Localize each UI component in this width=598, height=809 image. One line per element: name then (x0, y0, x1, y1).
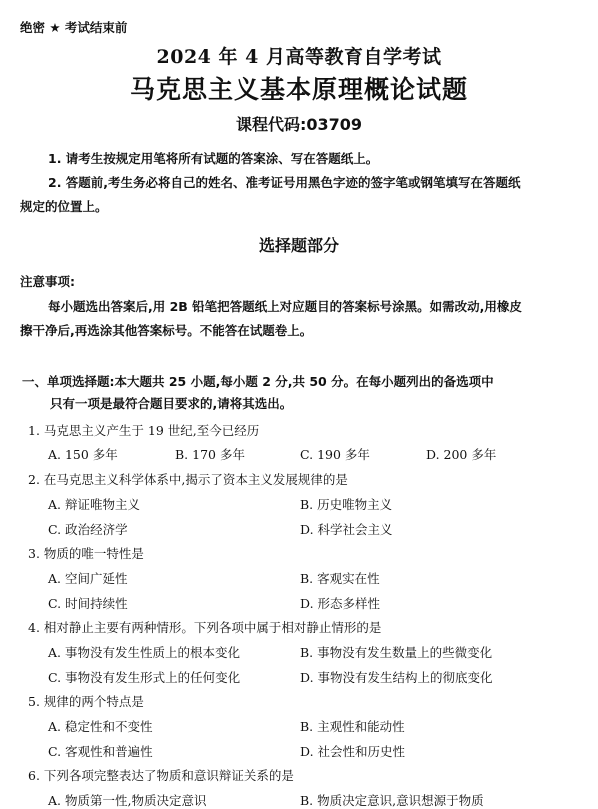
part-one-header-line2: 只有一项是最符合题目要求的,请将其选出。 (50, 396, 293, 411)
part-one-header: 一、单项选择题:本大题共 25 小题,每小题 2 分,共 50 分。在每小题列出的备选项中 (22, 374, 494, 389)
question-5-option-b: B. 主观性和能动性 (300, 719, 405, 734)
notice-2: 2. 答题前,考生务必将自己的姓名、准考证号用黑色字迹的签字笔或钢笔填写在答题纸 (48, 175, 521, 190)
question-6-option-a: A. 物质第一性,物质决定意识 (48, 793, 207, 808)
question-3-option-b: B. 客观实在性 (300, 571, 380, 586)
course-code: 课程代码:03709 (235, 115, 363, 134)
question-1-option-c: C. 190 多年 (300, 447, 370, 462)
question-4-option-d: D. 事物没有发生结构上的彻底变化 (300, 670, 493, 685)
question-4-option-a: A. 事物没有发生性质上的根本变化 (48, 645, 240, 660)
attention-line-2: 擦干净后,再选涂其他答案标号。不能答在试题卷上。 (20, 323, 313, 338)
question-4-stem: 4. 相对静止主要有两种情形。下列各项中属于相对静止情形的是 (28, 620, 382, 635)
question-5-option-a: A. 稳定性和不变性 (48, 719, 153, 734)
question-5-option-d: D. 社会性和历史性 (300, 744, 406, 759)
question-6-option-b: B. 物质决定意识,意识想源于物质 (300, 793, 484, 808)
question-5-stem: 5. 规律的两个特点是 (28, 694, 144, 709)
question-1-option-d: D. 200 多年 (426, 447, 497, 462)
exam-title: 马克思主义基本原理概论试题 (129, 75, 468, 104)
question-2-option-d: D. 科学社会主义 (300, 522, 393, 537)
question-3-stem: 3. 物质的唯一特性是 (28, 546, 144, 561)
question-2-option-c: C. 政治经济学 (48, 522, 128, 537)
attention-title: 注意事项: (20, 274, 75, 289)
question-1-stem: 1. 马克思主义产生于 19 世纪,至今已经历 (28, 423, 260, 438)
question-3-option-c: C. 时间持续性 (48, 596, 128, 611)
section-title: 选择题部分 (258, 236, 339, 255)
question-1-option-b: B. 170 多年 (175, 447, 245, 462)
exam-year-heading: 2024 年 4 月高等教育自学考试 (156, 46, 442, 68)
question-4-option-c: C. 事物没有发生形式上的任何变化 (48, 670, 241, 685)
question-3-option-d: D. 形态多样性 (300, 596, 381, 611)
notice-1: 1. 请考生按规定用笔将所有试题的答案涂、写在答题纸上。 (48, 151, 379, 166)
question-6-stem: 6. 下列各项完整表达了物质和意识辩证关系的是 (28, 768, 294, 783)
attention-line-1: 每小题选出答案后,用 2B 铅笔把答题纸上对应题目的答案标号涂黑。如需改动,用橡皮 (48, 299, 522, 314)
question-5-option-c: C. 客观性和普遍性 (48, 744, 153, 759)
secret-mark: 绝密 ★ 考试结束前 (20, 20, 128, 35)
notice-2-continued: 规定的位置上。 (20, 199, 108, 214)
question-2-option-b: B. 历史唯物主义 (300, 497, 393, 512)
question-4-option-b: B. 事物没有发生数量上的些微变化 (300, 645, 493, 660)
question-1-option-a: A. 150 多年 (48, 447, 118, 462)
question-2-option-a: A. 辩证唯物主义 (48, 497, 140, 512)
question-3-option-a: A. 空间广延性 (48, 571, 128, 586)
question-2-stem: 2. 在马克思主义科学体系中,揭示了资本主义发展规律的是 (28, 472, 348, 487)
